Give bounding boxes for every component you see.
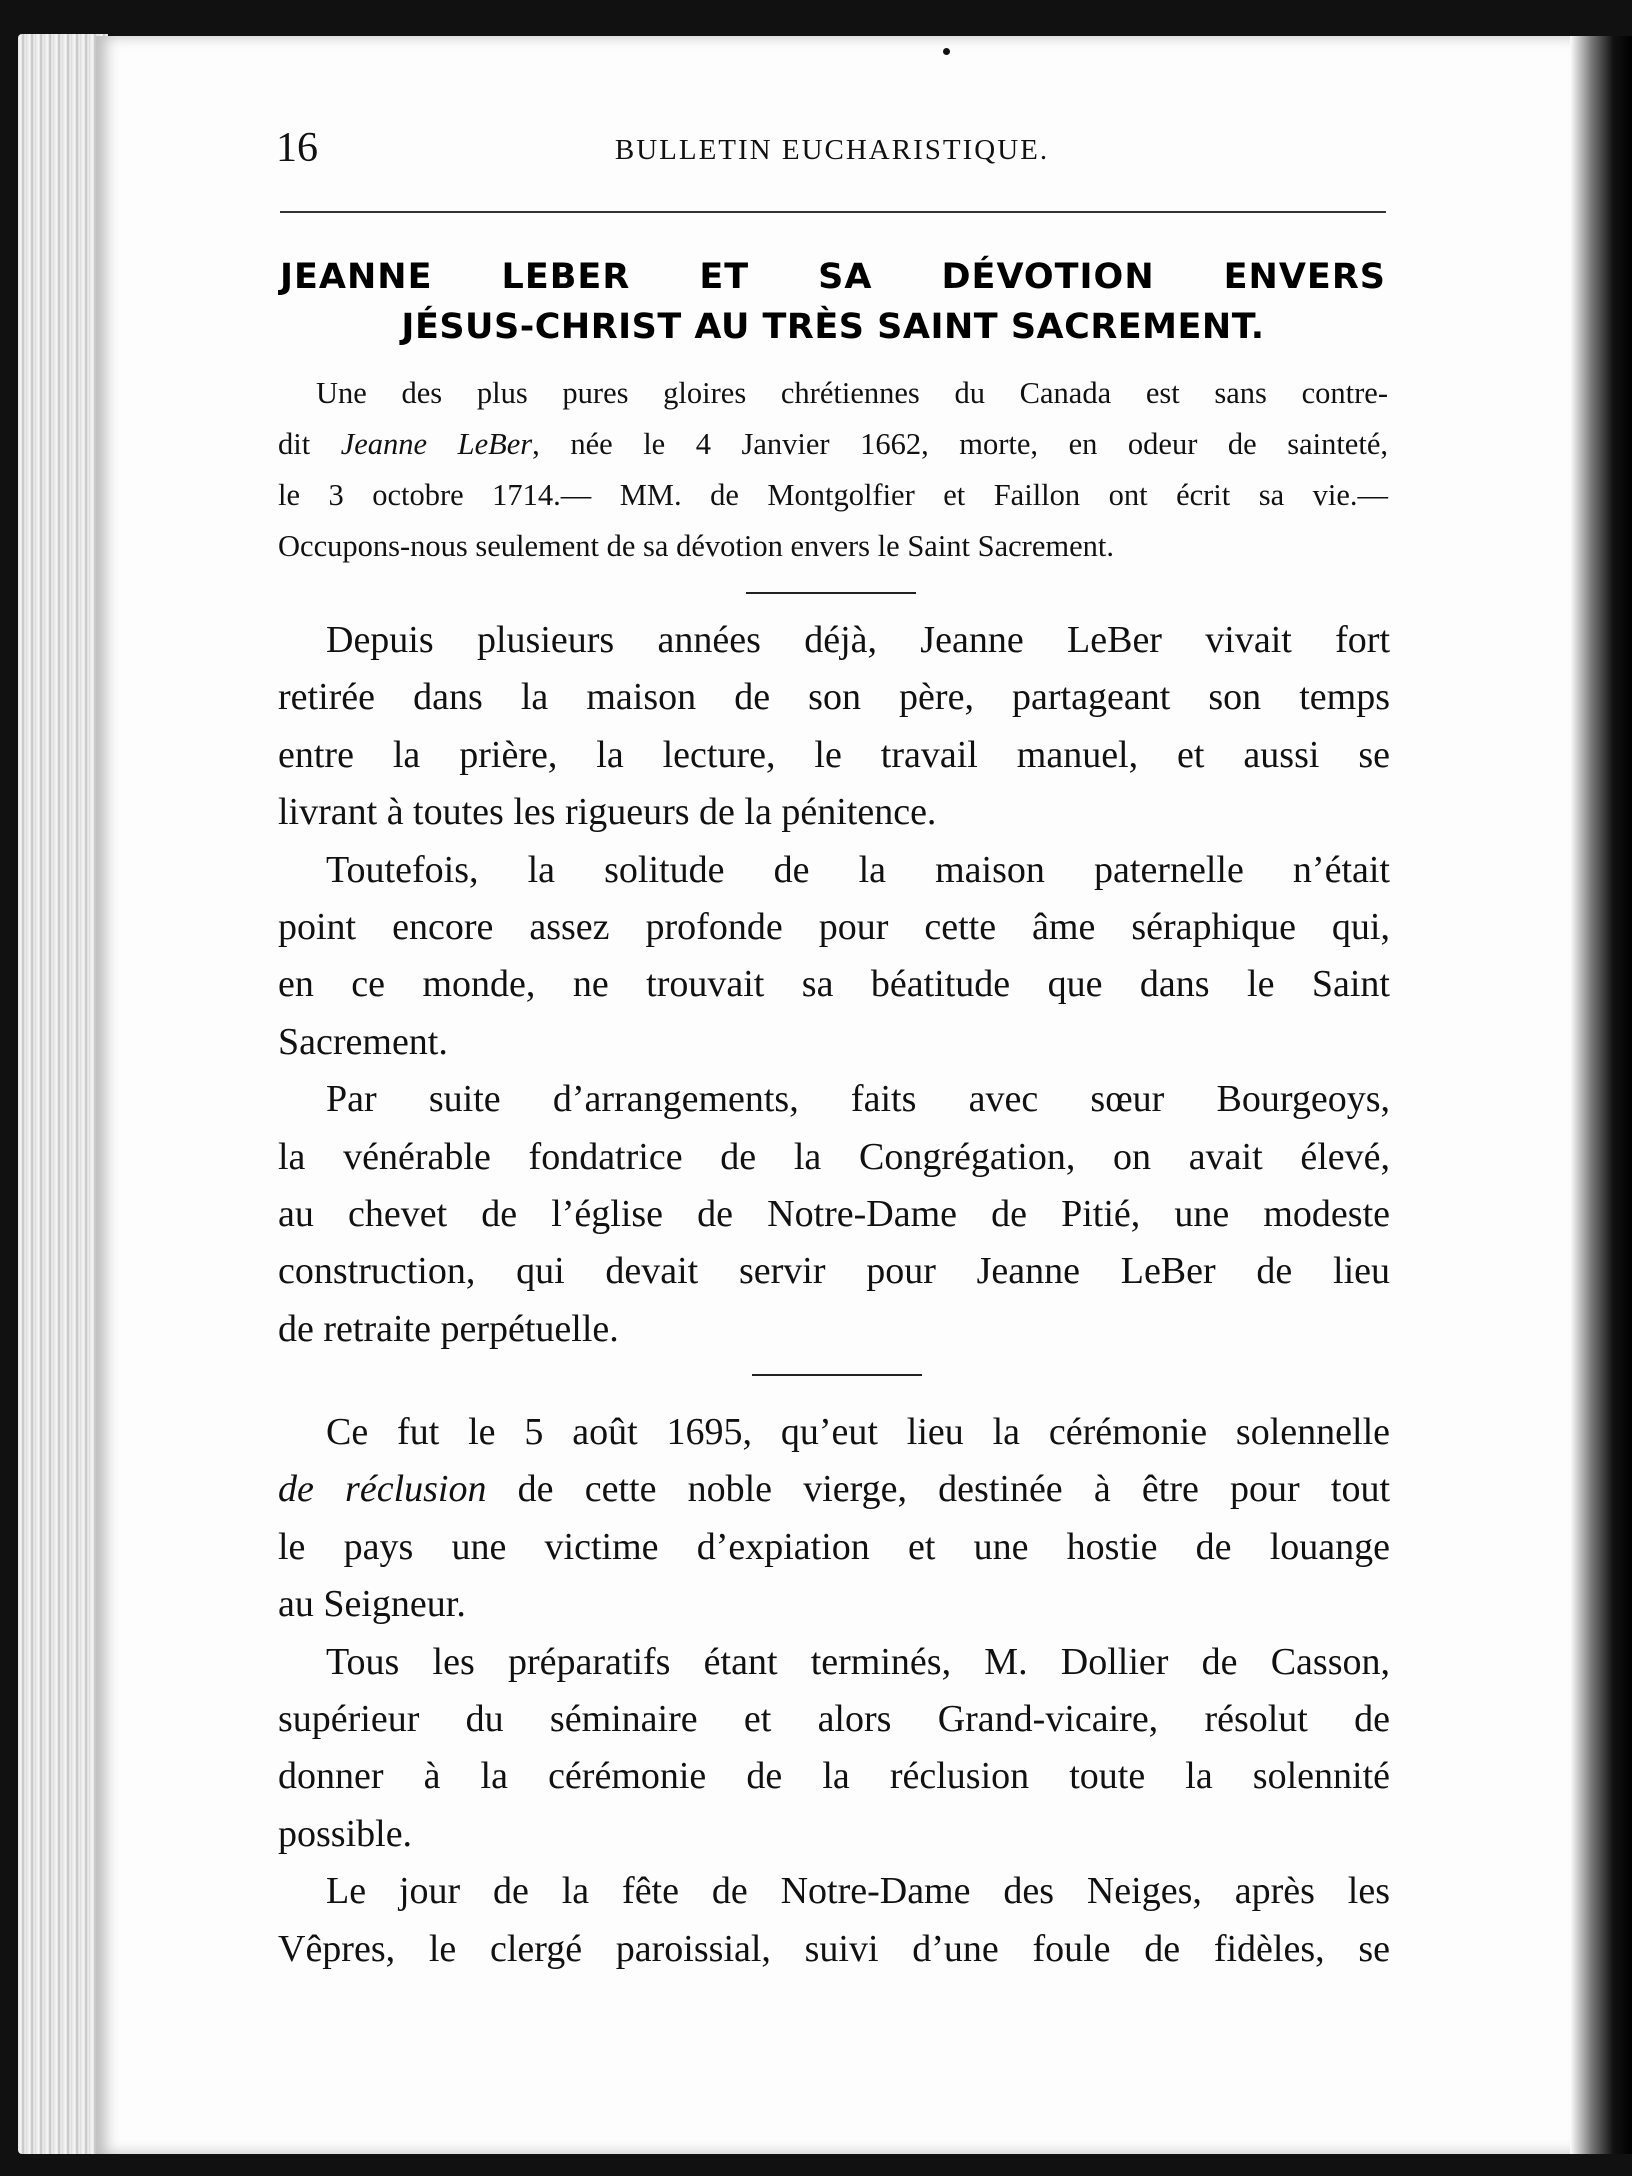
body-line: supérieur du séminaire et alors Grand-vicaire, résolut de (278, 1697, 1390, 1740)
body-section-2 (278, 1404, 1390, 1978)
title-line-1: JEANNE LEBER ET SA DÉVOTION ENVERS (280, 257, 1386, 297)
body-line: livrant à toutes les rigueurs de la pénitence. (278, 791, 937, 834)
intro-line: le 3 octobre 1714.— MM. de Montgolfier et Faillon ont écrit sa vie.— (278, 478, 1388, 512)
body-line: de retraite perpétuelle. (278, 1307, 619, 1350)
body-line: donner à la cérémonie de la réclusion toute la solennité (278, 1755, 1390, 1798)
binding-shadow (1570, 36, 1632, 2154)
body-line (278, 1461, 1390, 1518)
body-text: de cette noble vierge, destinée à être pour tout (486, 1468, 1391, 1511)
body-line: en ce monde, ne trouvait sa béatitude que dans le Saint (278, 963, 1390, 1006)
italic-term: de réclusion (278, 1468, 487, 1511)
intro-italic-name: Jeanne LeBer (340, 427, 533, 461)
section-divider (746, 592, 916, 594)
intro-text: dit (278, 427, 341, 461)
page-header (276, 124, 1388, 180)
body-line: Toutefois, la solitude de la maison paternelle n’était (326, 848, 1390, 891)
page-edge-stack (18, 34, 108, 2154)
article-title (280, 252, 1386, 352)
intro-line: Occupons-nous seulement de sa dévotion envers le Saint Sacrement. (278, 529, 1114, 563)
header-rule (280, 211, 1386, 213)
body-line: au Seigneur. (278, 1583, 466, 1626)
section-divider (752, 1374, 922, 1376)
ink-dot (943, 48, 950, 55)
body-line: entre la prière, la lecture, le travail manuel, et aussi se (278, 733, 1390, 776)
body-line: Par suite d’arrangements, faits avec sœur Bourgeoys, (326, 1078, 1390, 1121)
body-section-1 (278, 612, 1390, 1358)
intro-paragraph (278, 368, 1388, 572)
intro-line: Une des plus pures gloires chrétiennes du Canada est sans contre- (316, 376, 1388, 410)
page-number: 16 (276, 125, 318, 171)
body-line: le pays une victime d’expiation et une hostie de louange (278, 1525, 1390, 1568)
body-line: la vénérable fondatrice de la Congrégation, on avait élevé, (278, 1135, 1390, 1178)
body-line: au chevet de l’église de Notre-Dame de Pitié, une modeste (278, 1192, 1390, 1235)
body-line: Ce fut le 5 août 1695, qu’eut lieu la cérémonie solennelle (326, 1411, 1390, 1453)
body-line: point encore assez profonde pour cette âme séraphique qui, (278, 905, 1390, 948)
body-line: Sacrement. (278, 1020, 448, 1063)
body-line: Le jour de la fête de Notre-Dame des Neiges, après les (326, 1870, 1390, 1913)
running-title: BULLETIN EUCHARISTIQUE. (614, 134, 1050, 166)
body-line: possible. (278, 1812, 413, 1855)
intro-line (278, 419, 1388, 470)
body-line: Vêpres, le clergé paroissial, suivi d’une foule de fidèles, se (278, 1927, 1390, 1970)
intro-text: , née le 4 Janvier 1662, morte, en odeur de sainteté, (532, 427, 1388, 461)
body-line: Tous les préparatifs étant terminés, M. Dollier de Casson, (326, 1640, 1390, 1683)
title-line-2: JÉSUS-CHRIST AU TRÈS SAINT SACREMENT. (401, 307, 1265, 347)
body-line: construction, qui devait servir pour Jeanne LeBer de lieu (278, 1250, 1390, 1293)
body-line: Depuis plusieurs années déjà, Jeanne LeBer vivait fort (326, 619, 1390, 661)
body-line: retirée dans la maison de son père, partageant son temps (278, 676, 1390, 719)
